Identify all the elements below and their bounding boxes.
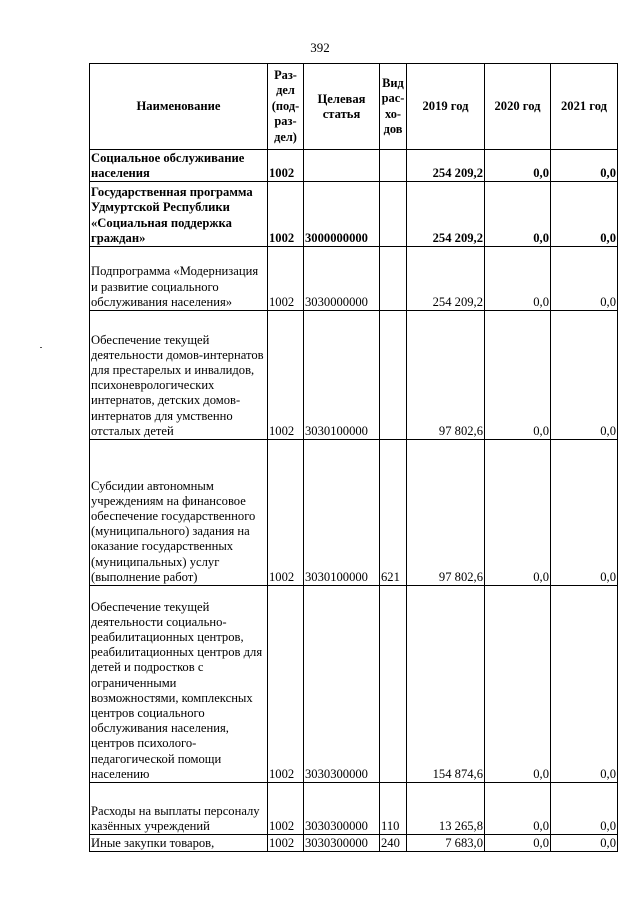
row-name: Иные закупки товаров, xyxy=(90,835,268,852)
row-name: Обеспечение текущей деятельности социально-реабилитационных центров, реабилитационных центров для детей и подростков с ограниченными возможностями, комплексных центров социального обслуживания населения, центров психолого-педагогической помощи населению xyxy=(90,586,268,783)
row-2021: 0,0 xyxy=(551,586,618,783)
row-section: 1002 xyxy=(268,150,304,182)
row-section: 1002 xyxy=(268,783,304,835)
table-row xyxy=(90,247,618,311)
row-target: 3030100000 xyxy=(304,311,380,440)
row-kind: 621 xyxy=(380,440,407,586)
row-kind xyxy=(380,586,407,783)
table-row xyxy=(90,440,618,586)
row-section: 1002 xyxy=(268,247,304,311)
header-row xyxy=(90,64,618,150)
header-target xyxy=(304,64,380,150)
row-2020: 0,0 xyxy=(485,182,551,247)
row-name: Социальное обслуживание населения xyxy=(90,150,268,182)
row-2019: 13 265,8 xyxy=(407,783,485,835)
row-2021: 0,0 xyxy=(551,783,618,835)
row-2021: 0,0 xyxy=(551,150,618,182)
row-2021: 0,0 xyxy=(551,440,618,586)
header-target-text: Целевая статья xyxy=(317,91,366,121)
table-row xyxy=(90,835,618,852)
row-2019: 7 683,0 xyxy=(407,835,485,852)
row-2019: 97 802,6 xyxy=(407,311,485,440)
row-kind xyxy=(380,311,407,440)
row-2020: 0,0 xyxy=(485,586,551,783)
row-section: 1002 xyxy=(268,835,304,852)
page-number: 392 xyxy=(310,40,330,55)
header-section xyxy=(268,64,304,150)
table-row xyxy=(90,182,618,247)
table-row xyxy=(90,311,618,440)
row-section: 1002 xyxy=(268,182,304,247)
row-2019: 97 802,6 xyxy=(407,440,485,586)
row-2019: 254 209,2 xyxy=(407,150,485,182)
row-target: 3030300000 xyxy=(304,586,380,783)
row-kind xyxy=(380,247,407,311)
row-2019: 254 209,2 xyxy=(407,182,485,247)
row-2021: 0,0 xyxy=(551,311,618,440)
row-section: 1002 xyxy=(268,440,304,586)
row-2019: 254 209,2 xyxy=(407,247,485,311)
row-name: Расходы на выплаты персоналу казённых учреждений xyxy=(90,783,268,835)
header-kind-text: Вид рас- хо- дов xyxy=(381,75,405,136)
row-kind: 110 xyxy=(380,783,407,835)
row-2021: 0,0 xyxy=(551,182,618,247)
header-section-text: Раз- дел (под- раз- дел) xyxy=(271,67,300,144)
budget-table xyxy=(89,63,618,852)
row-name: Государственная программа Удмуртской Республики «Социальная поддержка граждан» xyxy=(90,182,268,247)
header-name: Наименование xyxy=(90,64,268,150)
row-target: 3030300000 xyxy=(304,783,380,835)
row-target: 3030300000 xyxy=(304,835,380,852)
table-row xyxy=(90,586,618,783)
row-2021: 0,0 xyxy=(551,247,618,311)
row-2020: 0,0 xyxy=(485,311,551,440)
row-target: 3030100000 xyxy=(304,440,380,586)
row-2020: 0,0 xyxy=(485,150,551,182)
row-section: 1002 xyxy=(268,311,304,440)
row-2021: 0,0 xyxy=(551,835,618,852)
header-2020: 2020 год xyxy=(485,64,551,150)
row-name: Подпрограмма «Модернизация и развитие социального обслуживания населения» xyxy=(90,247,268,311)
row-name: Субсидии автономным учреждениям на финансовое обеспечение государственного (муниципального) задания на оказание государственных (муниципальных) услуг (выполнение работ) xyxy=(90,440,268,586)
row-target xyxy=(304,150,380,182)
header-kind xyxy=(380,64,407,150)
row-kind xyxy=(380,150,407,182)
row-kind: 240 xyxy=(380,835,407,852)
row-2020: 0,0 xyxy=(485,783,551,835)
table-row xyxy=(90,150,618,182)
row-name: Обеспечение текущей деятельности домов-интернатов для престарелых и инвалидов, психоневрологических интернатов, детских домов-интернатов для умственно отсталых детей xyxy=(90,311,268,440)
row-2020: 0,0 xyxy=(485,247,551,311)
header-2019: 2019 год xyxy=(407,64,485,150)
row-section: 1002 xyxy=(268,586,304,783)
header-2021: 2021 год xyxy=(551,64,618,150)
row-target: 3000000000 xyxy=(304,182,380,247)
row-2020: 0,0 xyxy=(485,440,551,586)
row-kind xyxy=(380,182,407,247)
row-2020: 0,0 xyxy=(485,835,551,852)
table-row xyxy=(90,783,618,835)
row-target: 3030000000 xyxy=(304,247,380,311)
row-2019: 154 874,6 xyxy=(407,586,485,783)
scan-mark xyxy=(40,347,42,348)
